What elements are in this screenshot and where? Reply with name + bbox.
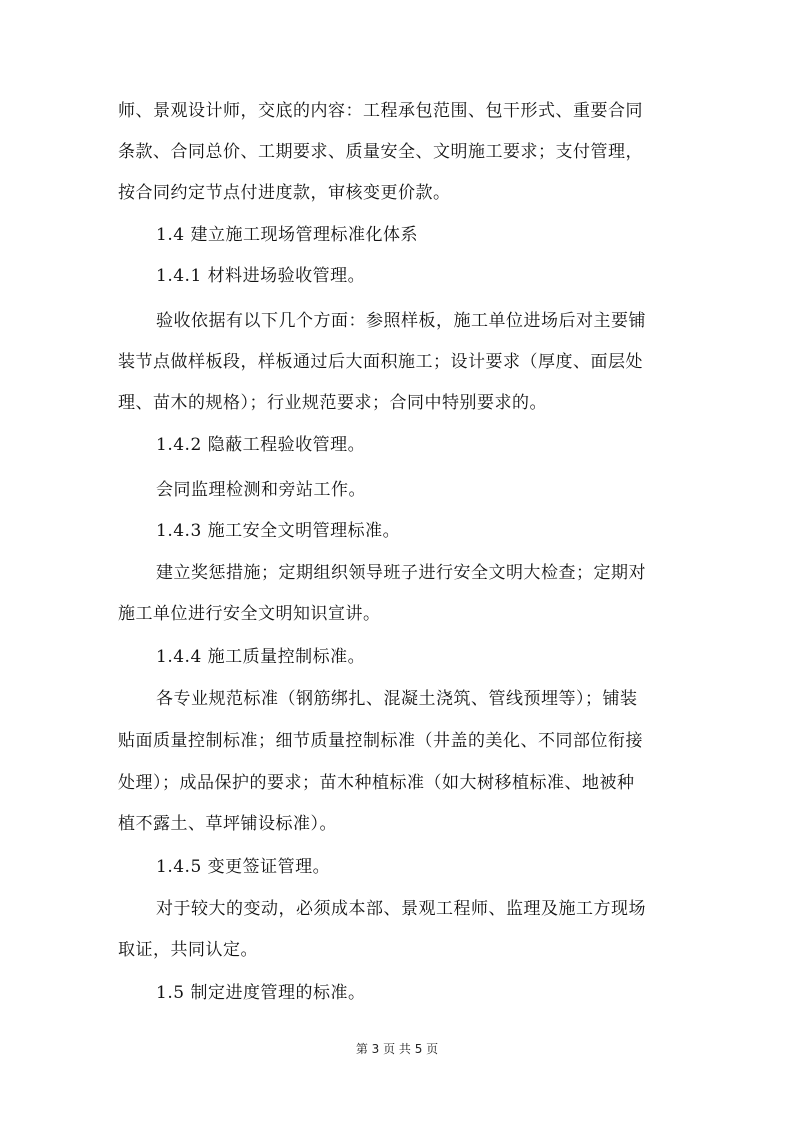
body-line: 处理）；成品保护的要求；苗木种植标准（如大树移植标准、地被种 (118, 773, 635, 793)
subsection-heading: 1.4.4 施工质量控制标准。 (156, 647, 366, 667)
body-line: 理、苗木的规格）；行业规范要求；合同中特别要求的。 (118, 393, 547, 413)
body-line: 条款、合同总价、工期要求、质量安全、文明施工要求；支付管理， (118, 142, 643, 162)
body-line: 按合同约定节点付进度款，审核变更价款。 (118, 183, 451, 203)
body-line: 会同监理检测和旁站工作。 (156, 480, 366, 500)
page-number: 第 3 页 共 5 页 (355, 1042, 439, 1056)
subsection-heading: 1.4.2 隐蔽工程验收管理。 (156, 435, 366, 455)
section-heading: 1.5 制定进度管理的标准。 (156, 983, 366, 1003)
body-line: 验收依据有以下几个方面：参照样板，施工单位进场后对主要铺 (156, 311, 646, 331)
body-line: 施工单位进行安全文明知识宣讲。 (118, 604, 381, 624)
body-line: 装节点做样板段，样板通过后大面积施工；设计要求（厚度、面层处 (118, 352, 643, 372)
subsection-heading: 1.4.5 变更签证管理。 (156, 857, 331, 877)
body-line: 建立奖惩措施；定期组织领导班子进行安全文明大检查；定期对 (156, 563, 646, 583)
page-footer (0, 1040, 794, 1057)
subsection-heading: 1.4.3 施工安全文明管理标准。 (156, 521, 401, 541)
subsection-heading: 1.4.1 材料进场验收管理。 (156, 266, 366, 286)
body-line: 取证，共同认定。 (118, 940, 258, 960)
body-line: 植不露土、草坪铺设标准）。 (118, 814, 337, 834)
body-line: 贴面质量控制标准；细节质量控制标准（井盖的美化、不同部位衔接 (118, 731, 643, 751)
body-line: 师、景观设计师，交底的内容：工程承包范围、包干形式、重要合同 (118, 101, 643, 121)
body-line: 各专业规范标准（钢筋绑扎、混凝土浇筑、管线预埋等）；铺装 (156, 689, 638, 709)
body-line: 对于较大的变动，必须成本部、景观工程师、监理及施工方现场 (156, 899, 646, 919)
section-heading: 1.4 建立施工现场管理标准化体系 (156, 225, 418, 245)
